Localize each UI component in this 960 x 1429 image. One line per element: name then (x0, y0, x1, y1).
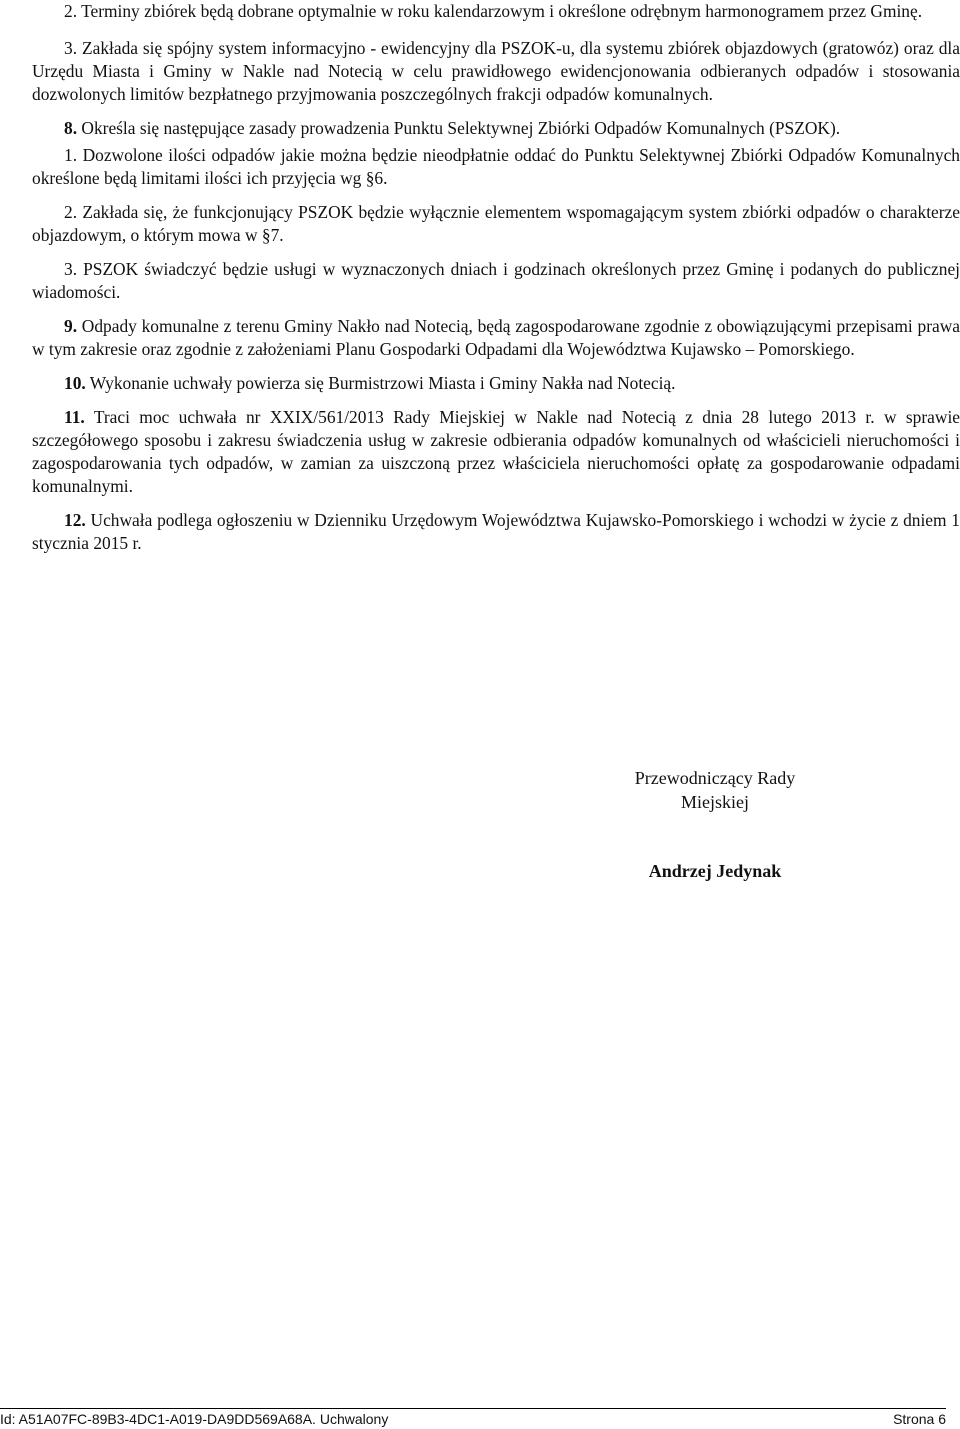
paragraph-number: 3. (64, 38, 78, 58)
paragraph-text: Odpady komunalne z terenu Gminy Nakło nad Notecią, będą zagospodarowane zgodnie z obowiązującymi przepisami prawa w tym zakresie oraz zgodnie z założeniami Planu Gospodarki Odpadami dla Województwa Kujawsko – Pomorskiego. (32, 316, 960, 359)
paragraph-number: 3. (64, 259, 78, 279)
section-number: 11. (64, 407, 85, 427)
paragraph-text: Wykonanie uchwały powierza się Burmistrzowi Miasta i Gminy Nakła nad Notecią. (85, 373, 676, 393)
paragraph (32, 37, 960, 106)
page-footer (0, 1408, 946, 1429)
paragraph-text: Uchwała podlega ogłoszeniu w Dzienniku Urzędowym Województwa Kujawsko-Pomorskiego i wchodzi w życie z dniem 1 stycznia 2015 r. (32, 510, 960, 553)
section-paragraph (32, 509, 960, 555)
paragraph (32, 0, 960, 23)
signatory-name: Andrzej Jedynak (648, 861, 782, 881)
document-id: Id: A51A07FC-89B3-4DC1-A019-DA9DD569A68A. Uchwalony (0, 1411, 389, 1427)
paragraph-number: 2. (64, 202, 78, 222)
paragraph (32, 258, 960, 304)
section-heading (32, 117, 960, 140)
paragraph-text: PSZOK świadczyć będzie usługi w wyznaczonych dniach i godzinach określonych przez Gminę i podanych do publicznej wiadomości. (32, 259, 960, 302)
document-body (32, 0, 960, 566)
paragraph-text: Dozwolone ilości odpadów jakie można będzie nieodpłatnie oddać do Punktu Selektywnej Zbiórki Odpadów Komunalnych określone będą limitami ilości ich przyjęcia wg §6. (32, 145, 960, 188)
paragraph (32, 144, 960, 190)
section-number: 10. (64, 373, 86, 393)
paragraph-number: 1. (64, 145, 78, 165)
section-paragraph (32, 372, 960, 395)
signatory-title-line: Miejskiej (681, 792, 749, 812)
signatory-title (560, 766, 870, 814)
section-paragraph (32, 406, 960, 498)
section-paragraph (32, 315, 960, 361)
paragraph-text: Terminy zbiórek będą dobrane optymalnie w roku kalendarzowym i określone odrębnym harmonogramem przez Gminę. (77, 1, 923, 21)
section-number: 9. (64, 316, 78, 336)
paragraph-text: Zakłada się, że funkcjonujący PSZOK będzie wyłącznie elementem wspomagającym system zbiórki odpadów o charakterze objazdowym, o którym mowa w §7. (32, 202, 960, 245)
section-number: 12. (64, 510, 86, 530)
section-number: 8. (64, 118, 78, 138)
page-number: Strona 6 (893, 1411, 946, 1427)
paragraph-text: Określa się następujące zasady prowadzenia Punktu Selektywnej Zbiórki Odpadów Komunalnych (PSZOK). (77, 118, 841, 138)
paragraph-text: Zakłada się spójny system informacyjno - ewidencyjny dla PSZOK-u, dla systemu zbiórek objazdowych (gratowóz) oraz dla Urzędu Miasta i Gminy w Nakle nad Notecią w celu prawidłowego ewidencjonowania odbieranych odpadów i stosowania dozwolonych limitów bezpłatnego przyjmowania poszczególnych frakcji odpadów komunalnych. (32, 38, 960, 104)
paragraph-number: 2. (64, 1, 78, 21)
paragraph (32, 201, 960, 247)
paragraph-text: Traci moc uchwała nr XXIX/561/2013 Rady Miejskiej w Nakle nad Notecią z dnia 28 lutego 2013 r. w sprawie szczegółowego sposobu i zakresu świadczenia usług w zakresie odbierania odpadów komunalnych od właścicieli nieruchomości i zagospodarowania tych odpadów, w zamian za uiszczoną przez właściciela nieruchomości opłatę za gospodarowanie odpadami komunalnymi. (32, 407, 960, 496)
signatory-title-line: Przewodniczący Rady (634, 768, 796, 788)
